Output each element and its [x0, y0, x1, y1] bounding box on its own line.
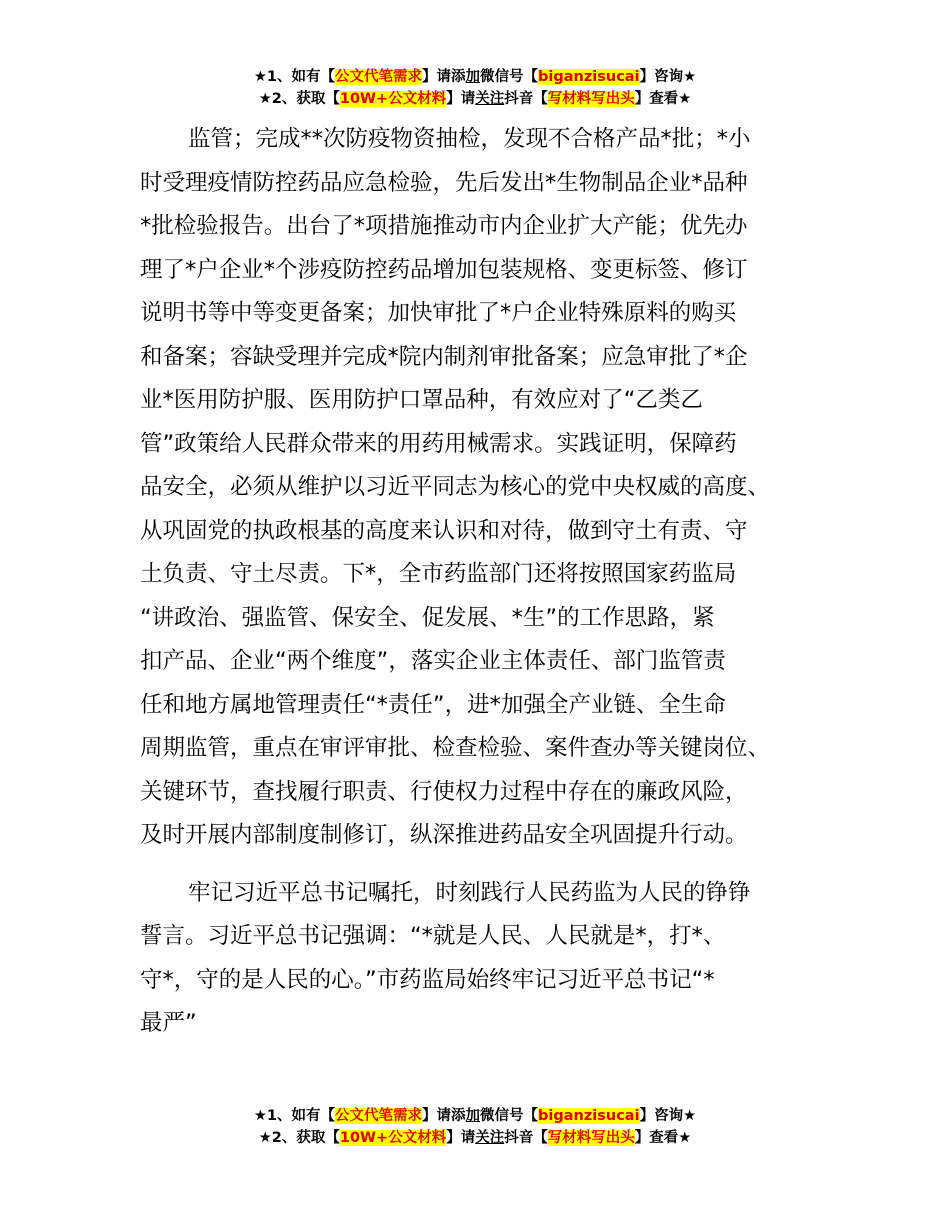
text-line: 监管；完成**次防疫物资抽检，发现不合格产品*批；*小 [188, 126, 751, 152]
text-line: 从巩固党的执政根基的高度来认识和对待，做到守土有责、守 [140, 517, 748, 544]
document-body [140, 118, 830, 1046]
highlight-service: 公文代笔需求 [335, 1108, 423, 1124]
banner-line-1: ★1、如有【公文代笔需求】请添加微信号【biganzisucai】咨询★ [253, 1108, 697, 1124]
text-line: 品安全，必须从维护以习近平同志为核心的党中央权威的高度、 [140, 474, 771, 500]
text-line: 关键环节，查找履行职责、行使权力过程中存在的廉政风险， [140, 778, 748, 805]
text-line: *批检验报告。出台了*项措施推动市内企业扩大产能；优先办 [140, 213, 748, 239]
text-line: 时受理疫情防控药品应急检验，先后发出*生物制品企业*品种 [140, 169, 748, 196]
paragraph-2 [140, 872, 830, 1046]
text-line: 理了*户企业*个涉疫防控药品增加包装规格、变更标签、修订 [140, 256, 748, 283]
footer-banner [0, 1105, 950, 1149]
banner-line-2: ★2、获取【10W+公文材料】请关注抖音【写材料写出头】查看★ [258, 91, 692, 107]
text-line: 最严” [140, 1010, 197, 1036]
highlight-service: 公文代笔需求 [335, 69, 423, 85]
text-line: 和备案；容缺受理并完成*院内制剂审批备案；应急审批了*企 [140, 343, 748, 370]
banner-line-2: ★2、获取【10W+公文材料】请关注抖音【写材料写出头】查看★ [258, 1130, 692, 1146]
highlight-wechat-id: biganzisucai [538, 1108, 640, 1124]
text-line: “讲政治、强监管、保安全、促发展、*生”的工作思路，紧 [140, 604, 715, 631]
highlight-douyin: 写材料写出头 [547, 91, 635, 107]
highlight-materials: 10W+公文材料 [339, 91, 447, 107]
highlight-materials: 10W+公文材料 [339, 1130, 447, 1146]
text-line: 及时开展内部制度制修订，纵深推进药品安全巩固提升行动。 [140, 822, 748, 848]
text-line: 土负责、守土尽责。下*，全市药监部门还将按照国家药监局 [140, 561, 737, 587]
paragraph-1 [140, 118, 830, 858]
highlight-douyin: 写材料写出头 [547, 1130, 635, 1146]
header-banner [0, 66, 950, 110]
text-line: 守*，守的是人民的心。”市药监局始终牢记习近平总书记“* [140, 966, 715, 993]
text-line: 誓言。习近平总书记强调：“*就是人民、人民就是*，打*、 [140, 923, 726, 949]
text-line: 周期监管，重点在审评审批、检查检验、案件查办等关键岗位、 [140, 735, 771, 761]
text-line: 管”政策给人民群众带来的用药用械需求。实践证明，保障药 [140, 430, 737, 457]
text-line: 业*医用防护服、医用防护口罩品种，有效应对了“乙类乙 [140, 387, 703, 413]
text-line: 任和地方属地管理责任“*责任”，进*加强全产业链、全生命 [140, 691, 726, 718]
banner-line-1: ★1、如有【公文代笔需求】请添加微信号【biganzisucai】咨询★ [253, 69, 697, 85]
text-line: 牢记习近平总书记嘱托，时刻践行人民药监为人民的铮铮 [188, 879, 751, 906]
text-line: 扣产品、企业“两个维度”，落实企业主体责任、部门监管责 [140, 648, 726, 674]
highlight-wechat-id: biganzisucai [538, 69, 640, 85]
text-line: 说明书等中等变更备案；加快审批了*户企业特殊原料的购买 [140, 300, 737, 326]
